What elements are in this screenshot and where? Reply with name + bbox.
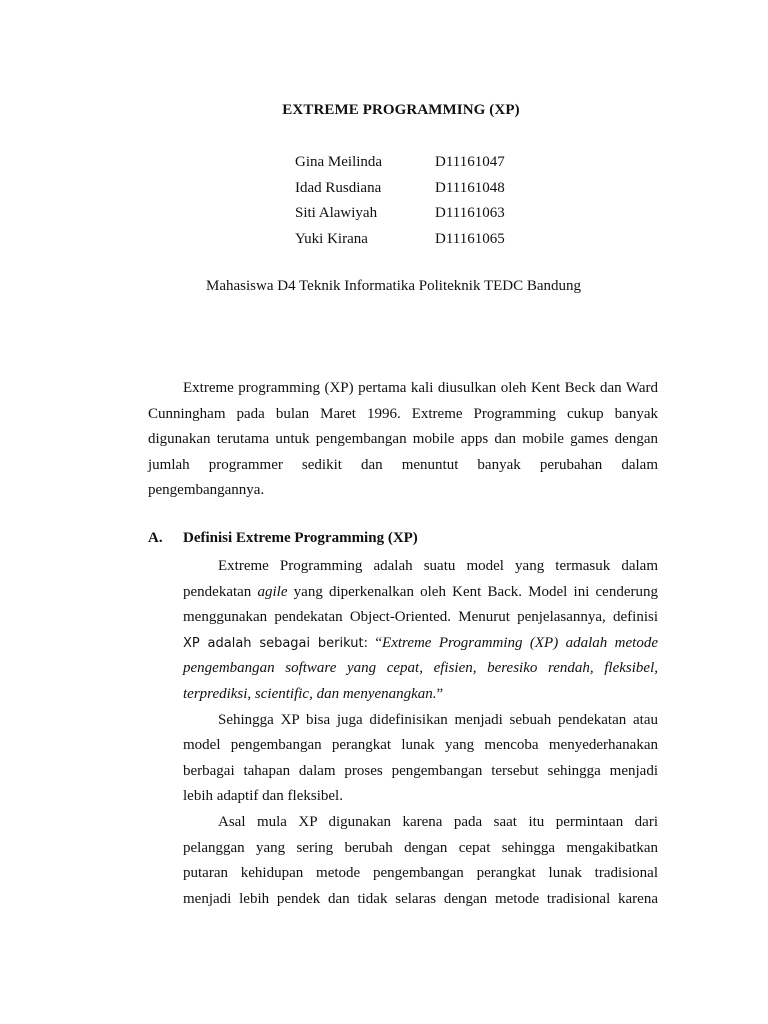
author-row [295, 203, 505, 229]
paragraph-line: lebih adaptif dan fleksibel. [183, 788, 343, 805]
paragraph-line: jumlah programmer sedikit dan menuntut banyak perubahan dalam [148, 456, 658, 473]
text-run: yang diperkenalkan oleh Kent Back. Model ini cenderung [287, 583, 658, 600]
paragraph-line: Extreme programming (XP) pertama kali diusulkan oleh Kent Beck dan Ward [183, 380, 658, 396]
text-run: pendekatan [183, 583, 258, 600]
paragraph-line: putaran kehidupan metode pengembangan perangkat lunak tradisional [183, 865, 658, 882]
author-id: D11161047 [435, 154, 505, 170]
author-id: D11161048 [435, 179, 505, 196]
paragraph-line: Sehingga XP bisa juga didefinisikan menjadi sebuah pendekatan atau [218, 711, 658, 728]
paragraph-line [183, 633, 658, 659]
author-name: Siti Alawiyah [295, 205, 378, 221]
affiliation-line: Mahasiswa D4 Teknik Informatika Politeknik TEDC Bandung [206, 278, 582, 294]
text-run: “ [367, 634, 383, 651]
emphasis-text: agile [257, 583, 288, 600]
section-title: Definisi Extreme Programming (XP) [183, 530, 418, 546]
paragraph-line: menjadi lebih pendek dan tidak selaras dengan metode tradisional karena [183, 890, 658, 907]
paragraph-line: pelanggan yang sering berubah dengan cepat sehingga mengakibatkan [183, 839, 658, 856]
paragraph-line: berbagai tahapan dalam proses pengembangan tersebut sehingga menjadi [183, 762, 658, 779]
author-row [295, 178, 505, 204]
paragraph-line [183, 684, 658, 710]
paragraph-line [183, 582, 658, 608]
author-row [295, 229, 505, 255]
text-run: ” [436, 685, 444, 702]
intro-paragraph [148, 378, 658, 506]
author-name: Yuki Kirana [295, 230, 368, 247]
author-name: Gina Meilinda [295, 154, 383, 170]
text-run: XP adalah sebagai berikut: [183, 635, 368, 651]
author-id: D11161063 [435, 205, 505, 221]
document-title: EXTREME PROGRAMMING (XP) [282, 102, 520, 118]
author-id: D11161065 [435, 230, 505, 247]
paragraph-line [183, 658, 658, 684]
section-number: A. [148, 530, 163, 546]
paragraph-line: Extreme Programming adalah suatu model yang termasuk dalam [218, 558, 658, 574]
quote-text: terprediksi, scientific, dan menyenangkan. [183, 685, 437, 702]
paragraph-line: Cunningham pada bulan Maret 1996. Extreme Programming cukup banyak [148, 405, 658, 422]
paragraph-line: digunakan terutama untuk pengembangan mobile apps dan mobile games dengan [148, 431, 658, 448]
author-list [295, 152, 505, 254]
quote-text: pengembangan software yang cepat, efisien, beresiko rendah, fleksibel, [183, 660, 658, 677]
paragraph-line: model pengembangan perangkat lunak yang mencoba menyederhanakan [183, 737, 658, 754]
paragraph-line: Asal mula XP digunakan karena pada saat itu permintaan dari [218, 813, 658, 830]
section-body [183, 556, 658, 914]
quote-text: Extreme Programming (XP) adalah metode [382, 634, 658, 651]
paragraph-line: pengembangannya. [148, 482, 265, 499]
author-name: Idad Rusdiana [295, 179, 382, 196]
author-row [295, 152, 505, 178]
paragraph-line: menggunakan pendekatan Object-Oriented. Menurut penjelasannya, definisi [183, 609, 658, 626]
